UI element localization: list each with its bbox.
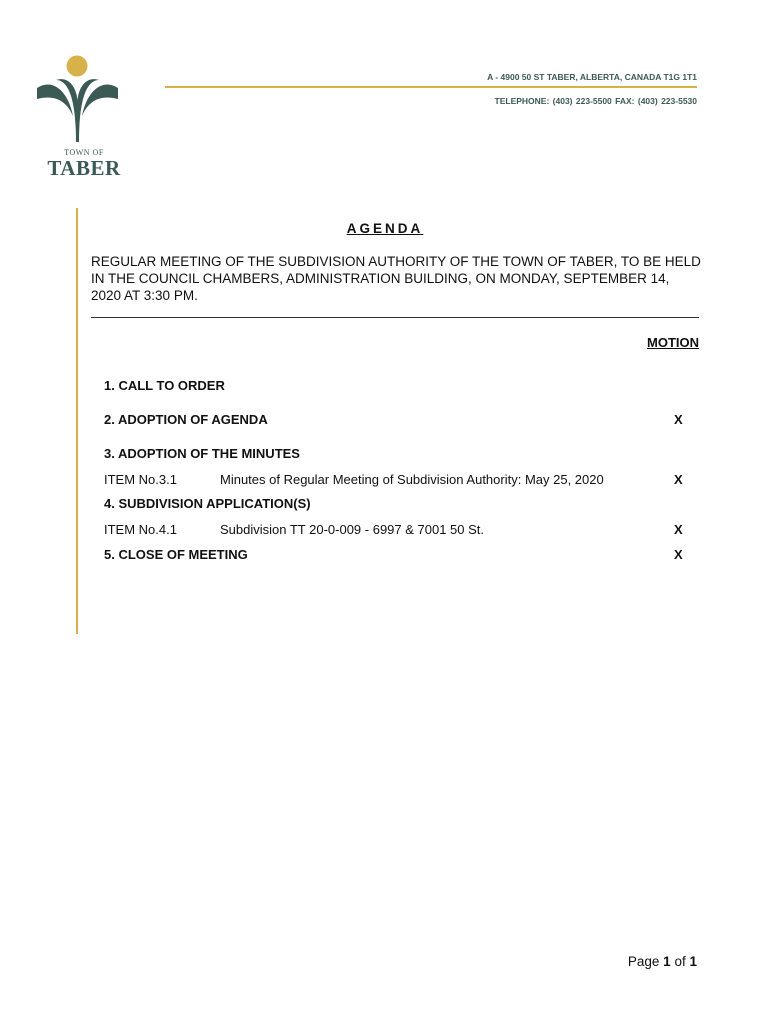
- motion-mark: X: [674, 472, 683, 487]
- page-total: 1: [689, 954, 697, 969]
- logo-town-name: TABER: [47, 156, 121, 180]
- intro-divider: [91, 317, 699, 318]
- page-current: 1: [663, 954, 671, 969]
- motion-mark: X: [674, 547, 683, 562]
- page-word: Page: [627, 954, 660, 969]
- agenda-title: AGENDA: [346, 221, 424, 236]
- header-divider: [165, 86, 697, 88]
- logo-town-of: TOWN OF: [64, 148, 104, 157]
- motion-column-header: MOTION: [647, 335, 699, 350]
- header-address: A - 4900 50 ST TABER, ALBERTA, CANADA T1G 1T1: [487, 72, 697, 82]
- of-word: of: [674, 954, 686, 969]
- section-subdivision-applications: 4. SUBDIVISION APPLICATION(S): [104, 496, 311, 511]
- page-number: [628, 954, 697, 969]
- section-call-to-order: 1. CALL TO ORDER: [104, 378, 225, 393]
- section-adoption-of-agenda: 2. ADOPTION OF AGENDA: [104, 412, 268, 427]
- town-logo: [34, 50, 134, 190]
- section-adoption-of-minutes: 3. ADOPTION OF THE MINUTES: [104, 446, 300, 461]
- leaf-sun-icon: [34, 50, 134, 150]
- motion-mark: X: [674, 522, 683, 537]
- item-description: Minutes of Regular Meeting of Subdivision Authority: May 25, 2020: [220, 472, 604, 487]
- item-code: ITEM No.3.1: [104, 472, 177, 487]
- side-divider: [76, 208, 78, 634]
- item-code: ITEM No.4.1: [104, 522, 177, 537]
- meeting-intro: REGULAR MEETING OF THE SUBDIVISION AUTHORITY OF THE TOWN OF TABER, TO BE HELD IN THE COUNCIL CHAMBERS, ADMINISTRATION BUILDING, ON MONDAY, SEPTEMBER 14, 2020 AT 3:30 PM.: [91, 254, 701, 303]
- header-phone: TELEPHONE: (403) 223-5500 FAX: (403) 223-5530: [494, 96, 697, 106]
- section-close-of-meeting: 5. CLOSE OF MEETING: [104, 547, 248, 562]
- item-description: Subdivision TT 20-0-009 - 6997 & 7001 50 St.: [220, 522, 485, 537]
- motion-mark: X: [674, 412, 683, 427]
